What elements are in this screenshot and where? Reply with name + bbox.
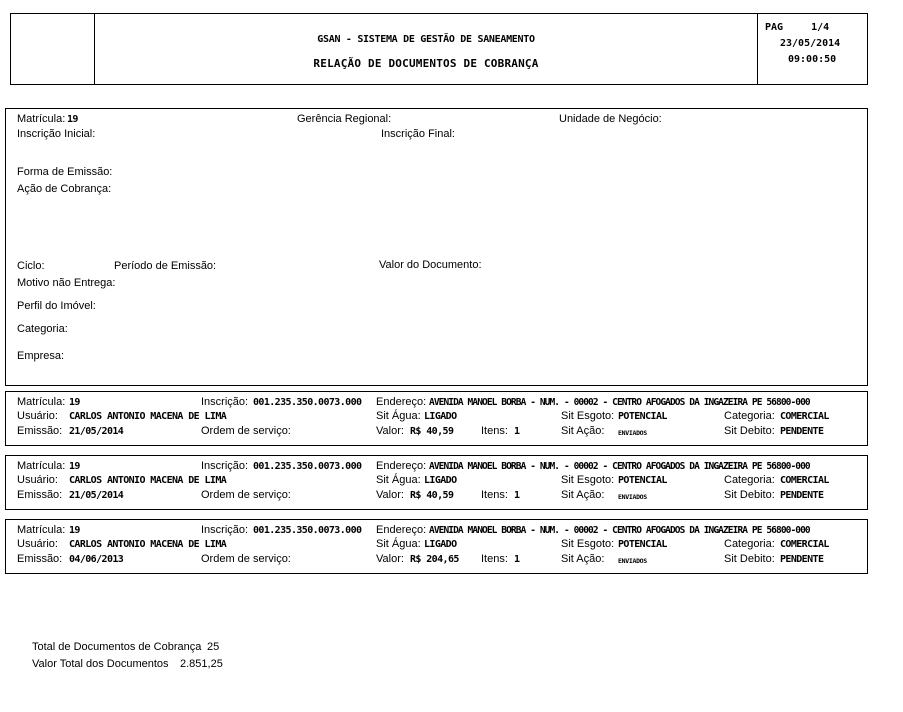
record-sit-esgoto-label: Sit Esgoto: (561, 538, 615, 550)
record-emissao-value: 21/05/2014 (69, 426, 124, 437)
filter-categoria-label: Categoria: (17, 323, 68, 335)
record-inscricao-value: 001.235.350.0073.000 (253, 397, 362, 408)
report-title: RELAÇÃO DE DOCUMENTOS DE COBRANÇA (313, 57, 539, 70)
record-usuario-value: CARLOS ANTONIO MACENA DE LIMA (69, 411, 227, 422)
system-title: GSAN - SISTEMA DE GESTÃO DE SANEAMENTO (317, 34, 535, 45)
record-sit-acao-label: Sit Ação: (561, 553, 605, 565)
record-usuario-label: Usuário: (17, 474, 58, 486)
record-valor-label: Valor: (376, 425, 404, 437)
record-matricula-label: Matrícula: (17, 460, 66, 472)
total-value-value: 2.851,25 (180, 658, 223, 670)
record-valor-value: R$ 40,59 (410, 426, 454, 437)
filter-periodo-emissao-label: Período de Emissão: (114, 260, 217, 272)
record-sit-acao-value: ENVIADOS (618, 429, 647, 437)
header-title-box (94, 13, 758, 85)
record-sit-esgoto-value: POTENCIAL (618, 539, 667, 550)
record-sit-esgoto-label: Sit Esgoto: (561, 410, 615, 422)
record-sit-debito-value: PENDENTE (780, 554, 824, 565)
record-matricula-value: 19 (69, 397, 80, 408)
record-sit-debito-value: PENDENTE (780, 490, 824, 501)
header-page-box (757, 13, 868, 85)
total-documents-label: Total de Documentos de Cobrança (32, 641, 202, 653)
record-emissao-value: 04/06/2013 (69, 554, 124, 565)
record-sit-esgoto-label: Sit Esgoto: (561, 474, 615, 486)
record-inscricao-label: Inscrição: (201, 460, 249, 472)
record-ordem-servico-label: Ordem de serviço: (201, 425, 291, 437)
filter-empresa-label: Empresa: (17, 350, 65, 362)
filter-perfil-imovel-label: Perfil do Imóvel: (17, 300, 96, 312)
record-usuario-value: CARLOS ANTONIO MACENA DE LIMA (69, 539, 227, 550)
record-usuario-value: CARLOS ANTONIO MACENA DE LIMA (69, 475, 227, 486)
record-usuario-label: Usuário: (17, 410, 58, 422)
record-endereco-label: Endereço: (376, 524, 427, 536)
record-itens-value: 1 (514, 554, 520, 565)
record-categoria-label: Categoria: (724, 410, 775, 422)
filter-unidade-negocio-label: Unidade de Negócio: (559, 113, 662, 125)
record-ordem-servico-label: Ordem de serviço: (201, 489, 291, 501)
header-logo-box (10, 13, 95, 85)
record-sit-acao-value: ENVIADOS (618, 557, 647, 565)
filter-matricula-value: 19 (67, 114, 78, 125)
record-row (5, 519, 868, 574)
record-valor-value: R$ 204,65 (410, 554, 459, 565)
filter-acao-cobranca-label: Ação de Cobrança: (17, 183, 112, 195)
record-sit-agua-value: LIGADO (424, 539, 457, 550)
record-inscricao-value: 001.235.350.0073.000 (253, 461, 362, 472)
record-endereco-value: AVENIDA MANOEL BORBA - NUM. - 00002 - CENTRO AFOGADOS DA INGAZEIRA PE 56800-000 (429, 461, 810, 472)
report-time: 09:00:50 (788, 54, 837, 65)
filter-motivo-nao-entrega-label: Motivo não Entrega: (17, 277, 116, 289)
filter-panel (5, 108, 868, 386)
record-sit-debito-label: Sit Debito: (724, 425, 775, 437)
record-emissao-label: Emissão: (17, 489, 63, 501)
record-sit-esgoto-value: POTENCIAL (618, 475, 667, 486)
record-sit-acao-value: ENVIADOS (618, 493, 647, 501)
record-itens-label: Itens: (481, 553, 508, 565)
record-inscricao-label: Inscrição: (201, 396, 249, 408)
record-row (5, 455, 868, 510)
record-endereco-value: AVENIDA MANOEL BORBA - NUM. - 00002 - CENTRO AFOGADOS DA INGAZEIRA PE 56800-000 (429, 397, 810, 408)
record-categoria-value: COMERCIAL (780, 411, 829, 422)
record-categoria-value: COMERCIAL (780, 475, 829, 486)
record-inscricao-label: Inscrição: (201, 524, 249, 536)
record-sit-acao-label: Sit Ação: (561, 425, 605, 437)
record-categoria-value: COMERCIAL (780, 539, 829, 550)
record-sit-agua-value: LIGADO (424, 411, 457, 422)
record-emissao-value: 21/05/2014 (69, 490, 124, 501)
record-endereco-value: AVENIDA MANOEL BORBA - NUM. - 00002 - CENTRO AFOGADOS DA INGAZEIRA PE 56800-000 (429, 525, 810, 536)
record-categoria-label: Categoria: (724, 538, 775, 550)
record-itens-value: 1 (514, 490, 520, 501)
record-ordem-servico-label: Ordem de serviço: (201, 553, 291, 565)
record-sit-esgoto-value: POTENCIAL (618, 411, 667, 422)
record-sit-agua-label: Sit Água: (376, 410, 421, 422)
filter-gerencia-regional-label: Gerência Regional: (297, 113, 392, 125)
record-sit-agua-value: LIGADO (424, 475, 457, 486)
record-sit-agua-label: Sit Água: (376, 538, 421, 550)
record-itens-label: Itens: (481, 425, 508, 437)
record-matricula-value: 19 (69, 461, 80, 472)
record-emissao-label: Emissão: (17, 553, 63, 565)
filter-valor-documento-label: Valor do Documento: (379, 259, 482, 271)
page-indicator (765, 22, 829, 33)
record-matricula-value: 19 (69, 525, 80, 536)
filter-inscricao-final-label: Inscrição Final: (381, 128, 455, 140)
page-value: 1/4 (811, 22, 830, 33)
record-categoria-label: Categoria: (724, 474, 775, 486)
page-label: PAG (765, 22, 784, 33)
report-date: 23/05/2014 (780, 38, 841, 49)
record-matricula-label: Matrícula: (17, 396, 66, 408)
total-documents-value: 25 (207, 641, 220, 653)
record-endereco-label: Endereço: (376, 460, 427, 472)
record-usuario-label: Usuário: (17, 538, 58, 550)
record-emissao-label: Emissão: (17, 425, 63, 437)
record-endereco-label: Endereço: (376, 396, 427, 408)
record-valor-value: R$ 40,59 (410, 490, 454, 501)
filter-matricula-label: Matrícula: (17, 113, 66, 125)
total-value-label: Valor Total dos Documentos (32, 658, 169, 670)
record-sit-agua-label: Sit Água: (376, 474, 421, 486)
record-row (5, 391, 868, 446)
record-sit-debito-label: Sit Debito: (724, 489, 775, 501)
record-valor-label: Valor: (376, 489, 404, 501)
filter-ciclo-label: Ciclo: (17, 260, 45, 272)
record-sit-debito-label: Sit Debito: (724, 553, 775, 565)
record-itens-label: Itens: (481, 489, 508, 501)
record-inscricao-value: 001.235.350.0073.000 (253, 525, 362, 536)
record-itens-value: 1 (514, 426, 520, 437)
record-sit-acao-label: Sit Ação: (561, 489, 605, 501)
record-sit-debito-value: PENDENTE (780, 426, 824, 437)
record-valor-label: Valor: (376, 553, 404, 565)
record-matricula-label: Matrícula: (17, 524, 66, 536)
filter-forma-emissao-label: Forma de Emissão: (17, 166, 113, 178)
filter-inscricao-inicial-label: Inscrição Inicial: (17, 128, 96, 140)
